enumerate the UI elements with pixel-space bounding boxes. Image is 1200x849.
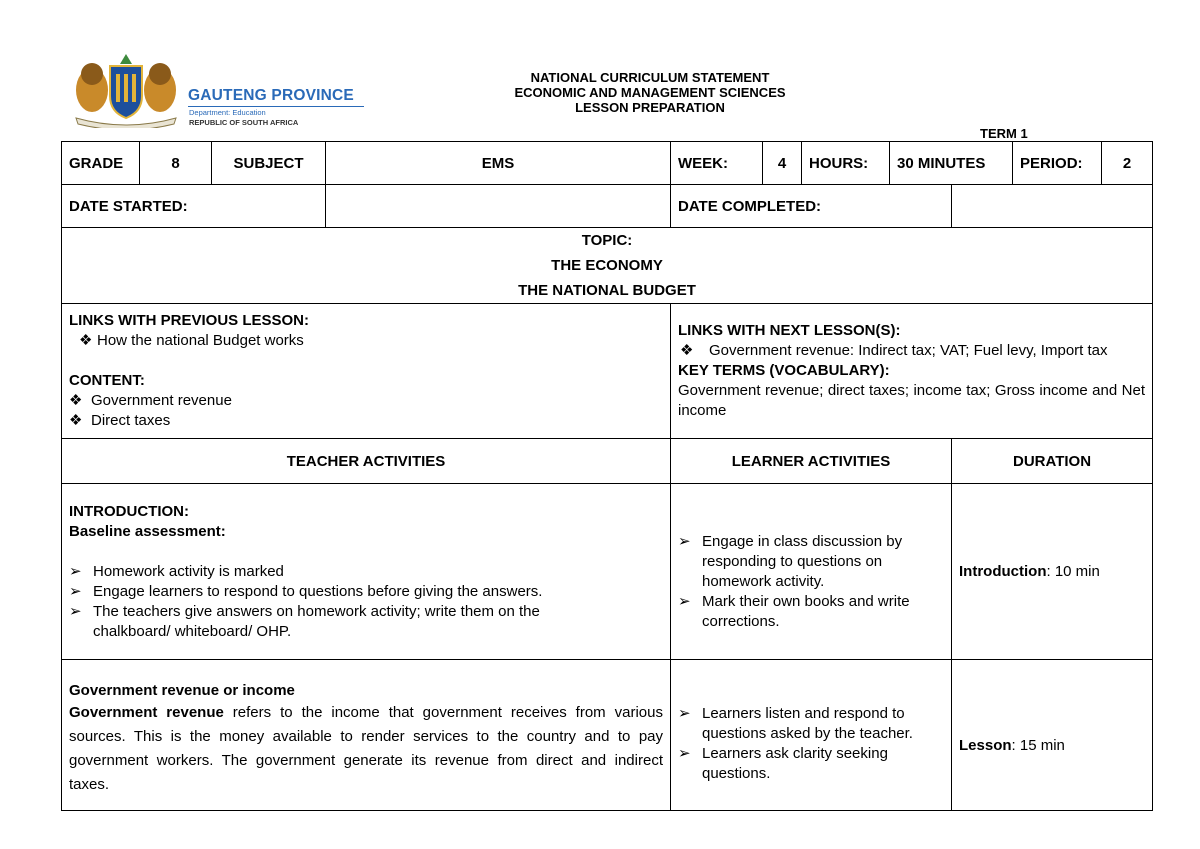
lesson-body-text: refers to the income that government receives from various sources. This is the money available to render services to the country and to pay government workers. The government generate its revenue from direct and indirect taxes. [69, 704, 663, 793]
coat-of-arms-icon [70, 52, 182, 128]
links-previous-item: ❖ How the national Budget works [79, 332, 304, 349]
logo-country-text: REPUBLIC OF SOUTH AFRICA [189, 118, 299, 127]
header-line-2: ECONOMIC AND MANAGEMENT SCIENCES [514, 85, 786, 100]
links-next-item: ❖ Government revenue: Indirect tax; VAT; Fuel levy, Import tax [680, 342, 1108, 359]
lesson-heading: Government revenue or income [69, 682, 295, 699]
lesson-learner-item: ➢ Learners listen and respond to questions asked by the teacher. [678, 704, 944, 744]
lesson-term: Government revenue [69, 704, 224, 721]
lesson-duration-label: Lesson [959, 737, 1012, 754]
logo-brand-text: GAUTENG PROVINCE [188, 87, 354, 104]
activities-header-row [62, 439, 1153, 484]
grade-value: 8 [140, 142, 212, 185]
intro-heading: INTRODUCTION: [69, 502, 189, 520]
diamond-bullet-icon: ❖ [79, 332, 93, 349]
teacher-activities-header: TEACHER ACTIVITIES [62, 439, 671, 484]
introduction-row [62, 484, 1153, 660]
week-label: WEEK: [671, 142, 763, 185]
header-line-1: NATIONAL CURRICULUM STATEMENT [530, 70, 770, 85]
topic-label: TOPIC: [581, 232, 633, 249]
intro-duration-label: Introduction [959, 562, 1047, 580]
links-row [62, 304, 1153, 439]
content-heading: CONTENT: [69, 372, 145, 389]
links-next-heading: LINKS WITH NEXT LESSON(S): [678, 322, 901, 339]
lesson-row [62, 660, 1153, 811]
hours-value: 30 MINUTES [890, 142, 1013, 185]
links-previous-heading: LINKS WITH PREVIOUS LESSON: [69, 312, 310, 329]
duration-header: DURATION [952, 439, 1153, 484]
hours-label: HOURS: [802, 142, 890, 185]
document-header [430, 70, 870, 115]
content-item: ❖ Government revenue [69, 392, 232, 409]
subject-value: EMS [326, 142, 671, 185]
lesson-plan-table [61, 141, 1153, 811]
date-completed-value[interactable] [952, 185, 1153, 228]
intro-teacher-item: ➢ Homework activity is marked [69, 562, 663, 582]
lesson-learner-item: ➢ Learners ask clarity seeking questions. [678, 744, 944, 784]
term-label: TERM 1 [980, 126, 1028, 141]
intro-learner-item: ➢ Mark their own books and write corrections. [678, 592, 944, 632]
links-previous-cell [62, 304, 671, 439]
diamond-bullet-icon: ❖ [69, 392, 83, 409]
content-item: ❖ Direct taxes [69, 412, 171, 429]
topic-row [62, 228, 1153, 304]
date-started-value[interactable] [326, 185, 671, 228]
intro-teacher-cell [62, 484, 671, 660]
date-completed-label: DATE COMPLETED: [671, 185, 952, 228]
learner-activities-header: LEARNER ACTIVITIES [671, 439, 952, 484]
lesson-body [69, 701, 663, 797]
date-started-label: DATE STARTED: [62, 185, 326, 228]
period-label: PERIOD: [1013, 142, 1102, 185]
grade-row [62, 142, 1153, 185]
grade-label: GRADE [62, 142, 140, 185]
logo-underline [188, 106, 364, 107]
links-next-cell [671, 304, 1153, 439]
gauteng-logo [70, 52, 370, 130]
week-value: 4 [763, 142, 802, 185]
intro-duration-cell [952, 484, 1153, 660]
intro-learner-cell [671, 484, 952, 660]
lesson-teacher-cell [62, 660, 671, 811]
dates-row [62, 185, 1153, 228]
subject-label: SUBJECT [212, 142, 326, 185]
lesson-duration-cell [952, 660, 1153, 811]
intro-duration-value: : 10 min [1046, 562, 1100, 580]
header-line-3: LESSON PREPARATION [575, 100, 725, 115]
lesson-duration-value: : 15 min [1011, 737, 1065, 754]
intro-teacher-item: ➢ Engage learners to respond to questions before giving the answers. [69, 582, 663, 602]
lesson-learner-cell [671, 660, 952, 811]
topic-cell [62, 228, 1153, 304]
diamond-bullet-icon: ❖ [69, 412, 83, 429]
key-terms-heading: KEY TERMS (VOCABULARY): [678, 362, 890, 379]
key-terms-text: Government revenue; direct taxes; income tax; Gross income and Net income [678, 382, 1146, 419]
intro-subheading: Baseline assessment: [69, 522, 226, 540]
intro-teacher-item: ➢ The teachers give answers on homework activity; write them on the chalkboard/ whiteboard/ OHP. [69, 602, 663, 642]
intro-learner-item: ➢ Engage in class discussion by responding to questions on homework activity. [678, 532, 944, 592]
diamond-bullet-icon: ❖ [680, 342, 694, 359]
period-value: 2 [1102, 142, 1153, 185]
logo-department-text: Department: Education [189, 108, 266, 117]
topic-line-1: THE ECONOMY [551, 257, 663, 274]
topic-line-2: THE NATIONAL BUDGET [518, 282, 696, 299]
